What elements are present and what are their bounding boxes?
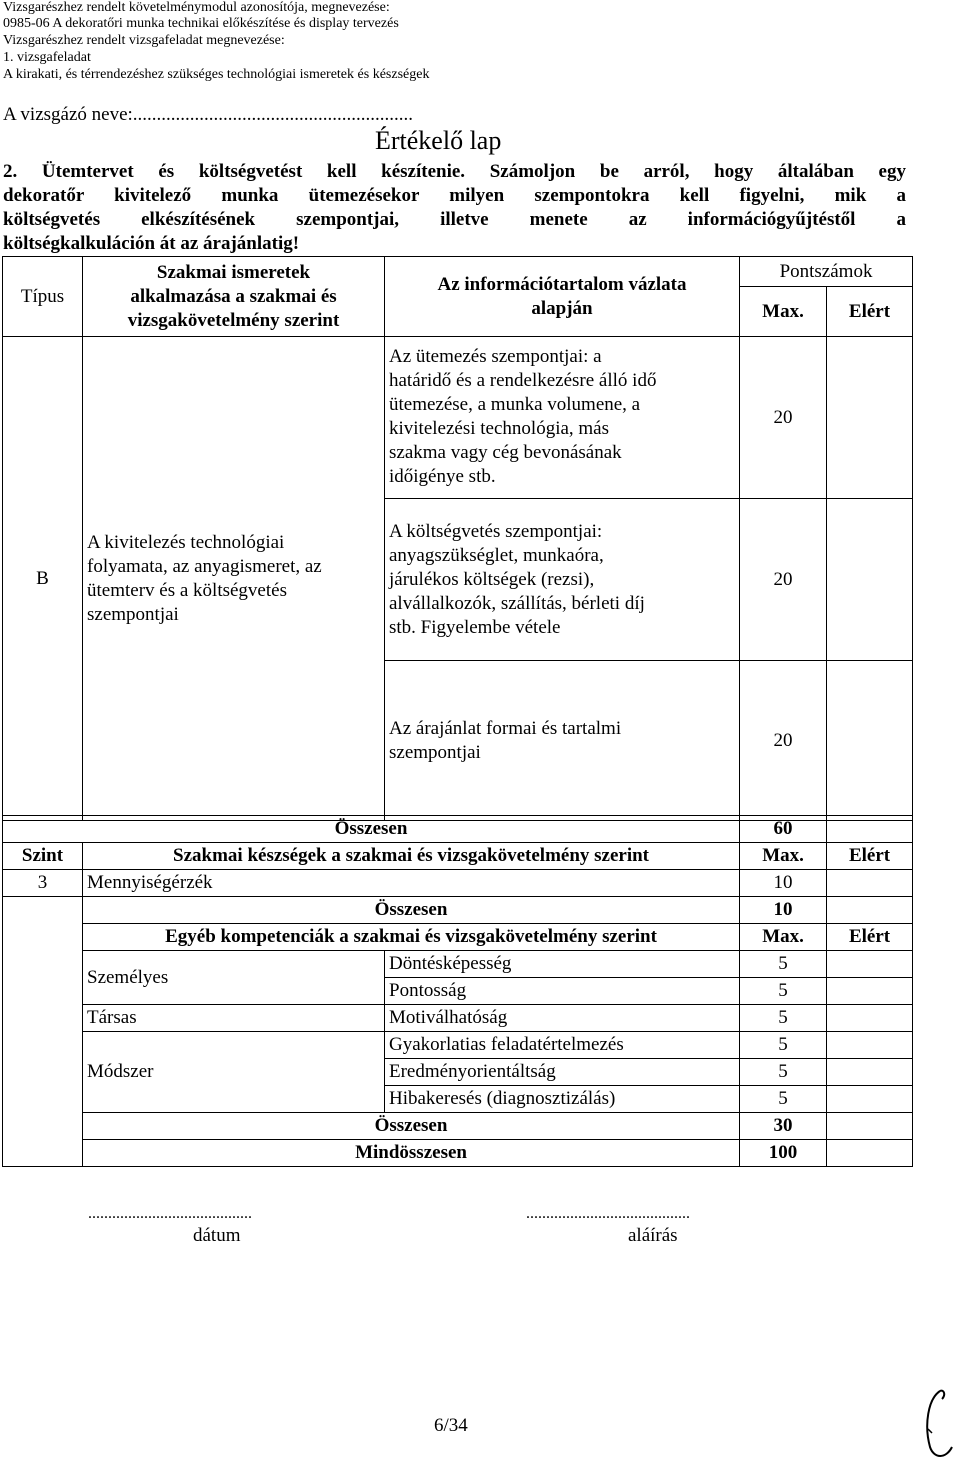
task-line: költségkalkuláción át az árajánlatig! (3, 233, 300, 254)
info-line: kivitelezési technológia, más (389, 418, 610, 439)
header-line: alapján (531, 297, 593, 319)
max-value: 20 (740, 499, 827, 661)
competencies-header: Egyéb kompetenciák a szakmai és vizsgakövetelmény szerint (83, 924, 740, 951)
col-header-max: Max. (740, 924, 827, 951)
info-line: szempontjai (389, 741, 481, 763)
info-line: A költségvetés szempontjai: (389, 520, 603, 542)
info-line: határidő és a rendelkezésre álló idő (389, 370, 657, 391)
skill-line: A kivitelezés technológiai (87, 531, 285, 553)
info-line: stb. Figyelembe vétele (389, 616, 561, 638)
elert-input[interactable] (827, 1113, 913, 1140)
elert-input[interactable] (827, 499, 913, 661)
max-value: 5 (740, 1032, 827, 1059)
max-value: 5 (740, 951, 827, 978)
header-line: Szakmai ismeretek (156, 261, 311, 283)
col-header-points: Pontszámok (740, 257, 913, 287)
skills-header: Szakmai készségek a szakmai és vizsgakövetelmény szerint (83, 843, 740, 870)
col-header-skills (83, 257, 385, 337)
examinee-name-field[interactable]: A vizsgázó neve:........................................................... (3, 104, 414, 125)
max-value: 5 (740, 1005, 827, 1032)
col-header-max: Max. (740, 287, 827, 337)
col-header-info (385, 257, 740, 337)
info-line: anyagszükséglet, munkaóra, (389, 544, 604, 566)
subtotal-label: Összesen (3, 816, 740, 843)
subtotal-value: 60 (740, 816, 827, 843)
header-line: vizsgakövetelmény szerint (127, 309, 340, 331)
page-title: Értékelő lap (375, 126, 502, 155)
competency-name: Gyakorlatias feladatértelmezés (385, 1032, 740, 1059)
evaluation-table-knowledge (2, 256, 913, 821)
col-header-szint: Szint (3, 843, 83, 870)
col-header-max: Max. (740, 843, 827, 870)
header-task-number: 1. vizsgafeladat (3, 50, 91, 65)
skill-level: 3 (3, 870, 83, 897)
task-line: költségvetés elkészítésének szempontjai, illetve menete az információgyűjtéstől a (3, 209, 906, 230)
info-line: ütemezése, a munka volumene, a (389, 394, 641, 415)
skill-line: folyamata, az anyagismeret, az (87, 555, 322, 577)
elert-input[interactable] (827, 951, 913, 978)
header-module-label: Vizsgarészhez rendelt követelménymodul azonosítója, megnevezése: (3, 0, 390, 15)
competency-name: Hibakeresés (diagnosztizálás) (385, 1086, 740, 1113)
elert-input[interactable] (827, 1140, 913, 1167)
page-number: 6/34 (434, 1415, 468, 1436)
info-content-2 (385, 499, 740, 661)
group-name: Személyes (83, 951, 385, 1005)
type-value: B (3, 337, 83, 821)
col-header-elert: Elért (827, 287, 913, 337)
info-line: Az ütemezés szempontjai: a (389, 346, 602, 367)
subtotal-label: Összesen (83, 1113, 740, 1140)
subtotal-value: 10 (740, 897, 827, 924)
elert-input[interactable] (827, 661, 913, 821)
group-name: Társas (83, 1005, 385, 1032)
max-value: 5 (740, 1086, 827, 1113)
info-line: járulékos költségek (rezsi), (389, 568, 595, 590)
empty-cell (3, 897, 83, 1167)
handwritten-initial (918, 1385, 958, 1463)
task-line: dekoratőr kivitelező munka ütemezésekor milyen szempontokra kell figyelni, mik a (3, 185, 906, 206)
elert-input[interactable] (827, 337, 913, 499)
max-value: 5 (740, 1059, 827, 1086)
header-line: Az információtartalom vázlata (437, 273, 687, 295)
grand-total-label: Mindösszesen (83, 1140, 740, 1167)
skill-line: ütemterv és a költségvetés (87, 579, 287, 601)
skill-name: Mennyiségérzék (83, 870, 740, 897)
header-task-label: Vizsgarészhez rendelt vizsgafeladat megnevezése: (3, 33, 285, 48)
elert-input[interactable] (827, 897, 913, 924)
elert-input[interactable] (827, 870, 913, 897)
elert-input[interactable] (827, 1032, 913, 1059)
info-content-1 (385, 337, 740, 499)
task-line: 2. Ütemtervet és költségvetést kell készítenie. Számoljon be arról, hogy általában egy (3, 161, 906, 182)
max-value: 5 (740, 978, 827, 1005)
col-header-tipus: Típus (3, 257, 83, 337)
competency-name: Pontosság (385, 978, 740, 1005)
max-value: 10 (740, 870, 827, 897)
signature-label: aláírás (628, 1225, 678, 1246)
competency-name: Döntésképesség (385, 951, 740, 978)
subtotal-label: Összesen (83, 897, 740, 924)
max-value: 20 (740, 661, 827, 821)
info-line: alvállalkozók, szállítás, bérleti díj (389, 592, 645, 614)
competency-name: Motiválhatóság (385, 1005, 740, 1032)
col-header-elert: Elért (827, 843, 913, 870)
info-content-3 (385, 661, 740, 821)
signature-line[interactable]: ......................................... (526, 1205, 690, 1222)
info-line: időigénye stb. (389, 466, 496, 487)
info-line: Az árajánlat formai és tartalmi (389, 717, 622, 739)
max-value: 20 (740, 337, 827, 499)
grand-total-value: 100 (740, 1140, 827, 1167)
skill-description (83, 337, 385, 821)
date-line[interactable]: ......................................... (88, 1205, 252, 1222)
date-label: dátum (193, 1225, 241, 1246)
elert-input[interactable] (827, 816, 913, 843)
elert-input[interactable] (827, 1059, 913, 1086)
subtotal-value: 30 (740, 1113, 827, 1140)
header-task-name: A kirakati, és térrendezéshez szükséges technológiai ismeretek és készségek (3, 67, 430, 82)
competency-name: Eredményorientáltság (385, 1059, 740, 1086)
skill-line: szempontjai (87, 603, 179, 625)
task-description (3, 160, 906, 256)
elert-input[interactable] (827, 1086, 913, 1113)
elert-input[interactable] (827, 978, 913, 1005)
header-line: alkalmazása a szakmai és (130, 285, 337, 307)
col-header-elert: Elért (827, 924, 913, 951)
info-line: szakma vagy cég bevonásának (389, 442, 622, 463)
elert-input[interactable] (827, 1005, 913, 1032)
group-name: Módszer (83, 1032, 385, 1113)
evaluation-table-summary (2, 815, 913, 1167)
header-module-name: 0985-06 A dekoratőri munka technikai előkészítése és display tervezés (3, 16, 399, 31)
